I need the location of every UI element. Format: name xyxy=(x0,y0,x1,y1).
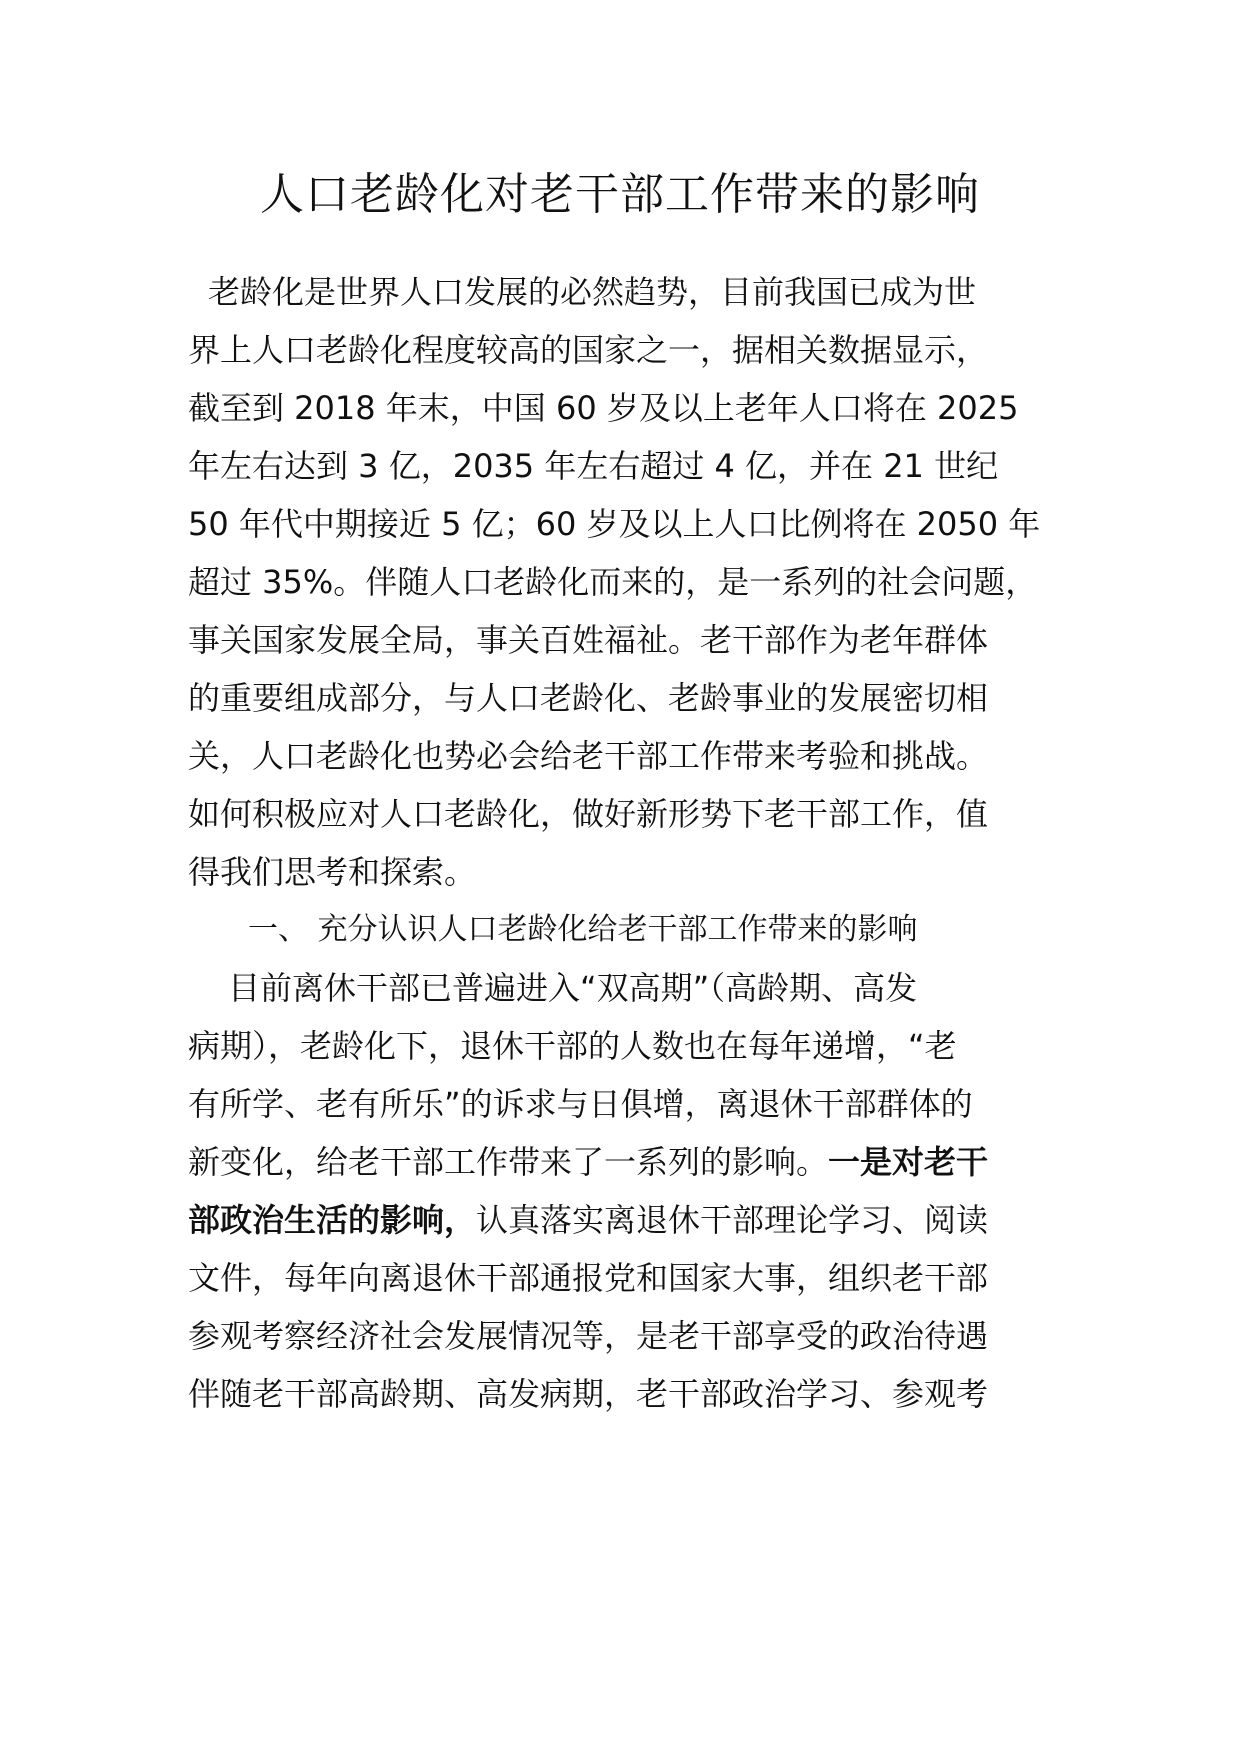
bold-emphasis: 一是对老干 xyxy=(828,1143,989,1181)
paragraph-line: 参观考察经济社会发展情况等，是老干部享受的政治待遇 xyxy=(188,1317,989,1355)
paragraph-line: 年左右达到 3 亿，2035 年左右超过 4 亿，并在 21 世纪 xyxy=(188,447,999,485)
paragraph-line: 伴随老干部高龄期、高发病期，老干部政治学习、参观考 xyxy=(188,1375,989,1413)
paragraph-line: 如何积极应对人口老龄化，做好新形势下老干部工作，值 xyxy=(188,795,989,833)
paragraph-line: 事关国家发展全局，事关百姓福祉。老干部作为老年群体 xyxy=(188,621,989,659)
paragraph-line: 有所学、老有所乐”的诉求与日俱增，离退休干部群体的 xyxy=(188,1085,973,1123)
paragraph-text: 认真落实离退休干部理论学习、阅读 xyxy=(476,1201,989,1239)
paragraph-line: 界上人口老龄化程度较高的国家之一，据相关数据显示， xyxy=(188,331,989,369)
paragraph-line xyxy=(188,1198,1088,1242)
paragraph-text: 新变化，给老干部工作带来了一系列的影响。 xyxy=(188,1143,829,1181)
paragraph-line: 关，人口老龄化也势必会给老干部工作带来考验和挑战。 xyxy=(188,737,989,775)
section-heading: 一、 充分认识人口老龄化给老干部工作带来的影响 xyxy=(248,912,918,947)
paragraph-line: 的重要组成部分，与人口老龄化、老龄事业的发展密切相 xyxy=(188,679,989,717)
paragraph-line: 病期），老龄化下，退休干部的人数也在每年递增，“老 xyxy=(188,1027,957,1065)
paragraph-line: 超过 35%。伴随人口老龄化而来的，是一系列的社会问题， xyxy=(188,563,1038,601)
bold-emphasis: 部政治生活的影响， xyxy=(188,1201,477,1239)
paragraph-line: 50 年代中期接近 5 亿；60 岁及以上人口比例将在 2050 年 xyxy=(188,505,1041,543)
paragraph-line: 得我们思考和探索。 xyxy=(188,853,477,891)
document-title: 人口老龄化对老干部工作带来的影响 xyxy=(260,169,980,220)
paragraph-line: 目前离休干部已普遍进入“双高期”（高龄期、高发 xyxy=(228,969,918,1007)
paragraph-line: 文件，每年向离退休干部通报党和国家大事，组织老干部 xyxy=(188,1259,989,1297)
paragraph-line: 老龄化是世界人口发展的必然趋势，目前我国已成为世 xyxy=(208,273,977,311)
paragraph-line: 截至到 2018 年末，中国 60 岁及以上老年人口将在 2025 xyxy=(188,389,1019,427)
paragraph-line xyxy=(188,1140,1088,1184)
